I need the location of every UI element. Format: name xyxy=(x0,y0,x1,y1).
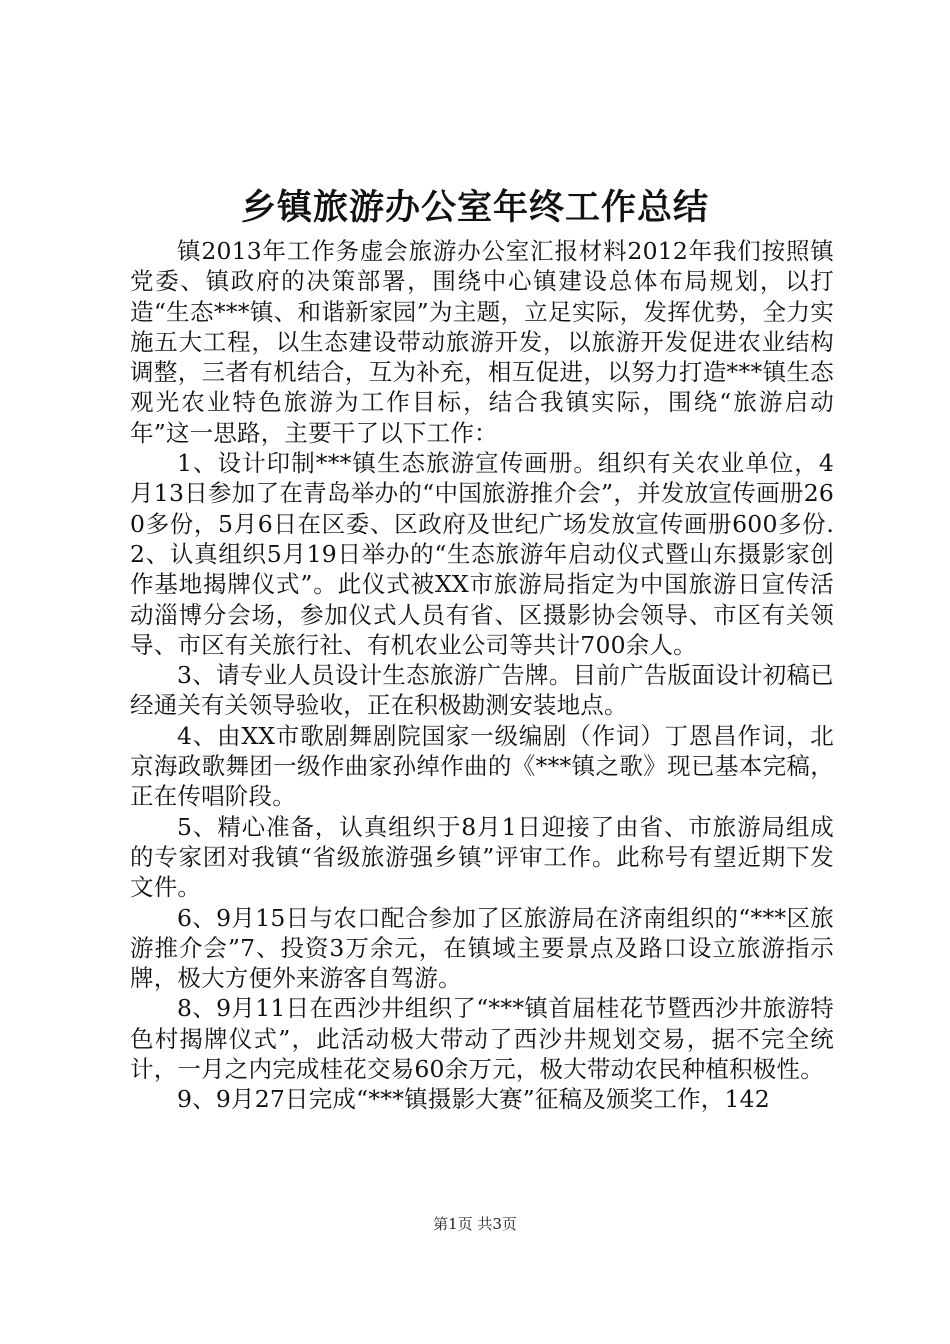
paragraph-item-5: 5、精心准备，认真组织于8月1日迎接了由省、市旅游局组成的专家团对我镇“省级旅游强乡镇”评审工作。此称号有望近期下发文件。 xyxy=(130,812,834,902)
paragraph-intro: 镇2013年工作务虚会旅游办公室汇报材料2012年我们按照镇党委、镇政府的决策部署，围绕中心镇建设总体布局规划，以打造“生态***镇、和谐新家园”为主题，立足实际，发挥优势，全力实施五大工程，以生态建设带动旅游开发，以旅游开发促进农业结构调整，三者有机结合，互为补充，相互促进，以努力打造***镇生态观光农业特色旅游为工作目标，结合我镇实际，围绕“旅游启动年”这一思路，主要干了以下工作： xyxy=(130,237,834,447)
document-body xyxy=(130,236,834,1115)
paragraph-item-8: 8、9月11日在西沙井组织了“***镇首届桂花节暨西沙井旅游特色村揭牌仪式”，此活动极大带动了西沙井规划交易，据不完全统计，一月之内完成桂花交易60余万元，极大带动农民种植积极性。 xyxy=(130,994,834,1084)
paragraph-item-6-7: 6、9月15日与农口配合参加了区旅游局在济南组织的“***区旅游推介会”7、投资3万余元，在镇域主要景点及路口设立旅游指示牌，极大方便外来游客自驾游。 xyxy=(130,903,834,993)
paragraph-item-4: 4、由XX市歌剧舞剧院国家一级编剧（作词）丁恩昌作词，北京海政歌舞团一级作曲家孙绰作曲的《***镇之歌》现已基本完稿，正在传唱阶段。 xyxy=(130,721,834,811)
document-title: 乡镇旅游办公室年终工作总结 xyxy=(240,188,709,228)
paragraph-item-3: 3、请专业人员设计生态旅游广告牌。目前广告版面设计初稿已经通关有关领导验收，正在积极勘测安装地点。 xyxy=(130,661,834,720)
paragraph-item-1-2: 1、设计印制***镇生态旅游宣传画册。组织有关农业单位，4月13日参加了在青岛举办的“中国旅游推介会”，并发放宣传画册260多份，5月6日在区委、区政府及世纪广场发放宣传画册600多份.2、认真组织5月19日举办的“生态旅游年启动仪式暨山东摄影家创作基地揭牌仪式”。此仪式被XX市旅游局指定为中国旅游日宣传活动淄博分会场，参加仪式人员有省、区摄影协会领导、市区有关领导、市区有关旅行社、有机农业公司等共计700余人。 xyxy=(130,449,834,659)
page-number-footer: 第1页 共3页 xyxy=(433,1215,517,1233)
paragraph-item-9: 9、9月27日完成“***镇摄影大赛”征稿及颁奖工作，142 xyxy=(177,1085,770,1114)
